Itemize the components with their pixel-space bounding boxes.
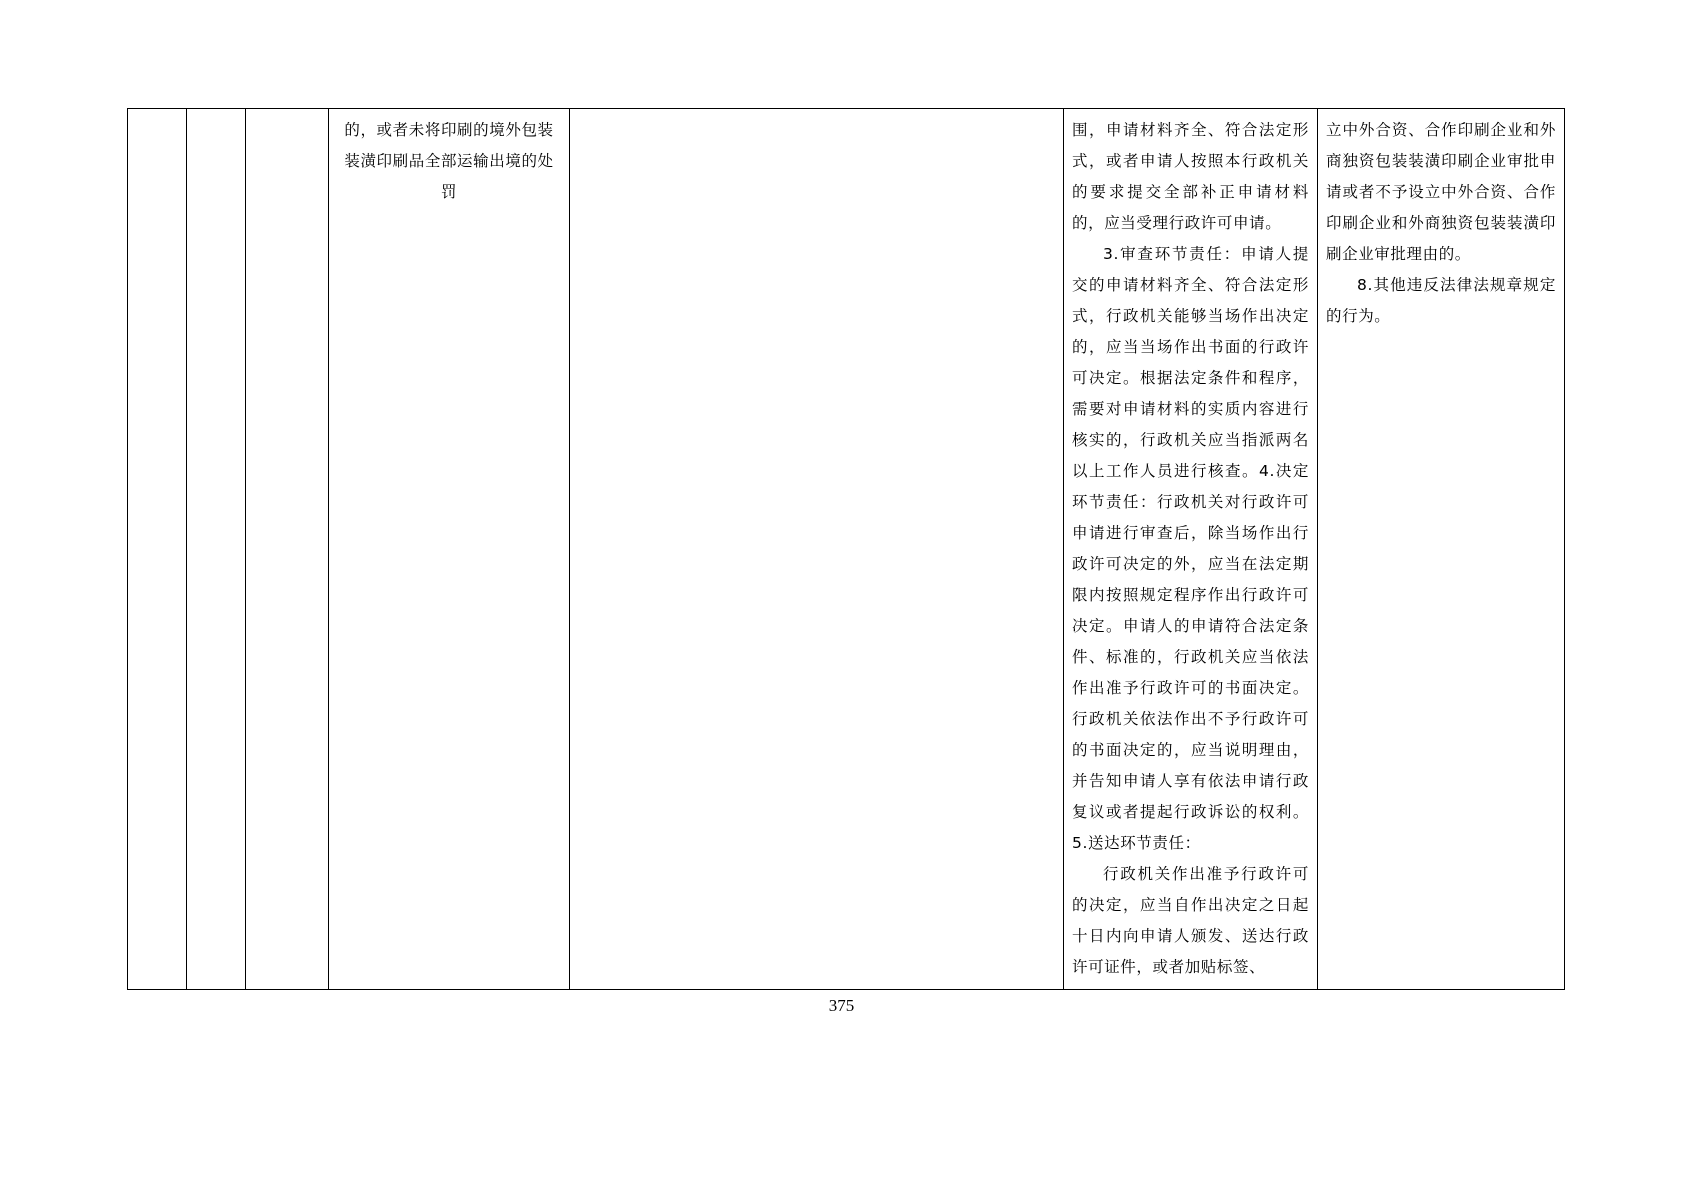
page-number: 375 bbox=[828, 996, 855, 1015]
accountability-paragraph-1: 立中外合资、合作印刷企业和外商独资包装装潢印刷企业审批申请或者不予设立中外合资、合作印刷企业和外商独资包装装潢印刷企业审批理由的。 bbox=[1326, 121, 1556, 263]
cell-penalty-item bbox=[329, 109, 570, 990]
cell-accountability-content bbox=[1318, 109, 1564, 338]
cell-responsibility-content bbox=[1064, 109, 1317, 989]
cell-accountability bbox=[1318, 109, 1565, 990]
accountability-paragraph-2: 8.其他违反法律法规章规定的行为。 bbox=[1326, 276, 1556, 325]
cell-legal-basis bbox=[570, 109, 1064, 990]
cell-column-b-content bbox=[187, 109, 245, 121]
cell-column-c bbox=[246, 109, 329, 990]
cell-column-a-content bbox=[128, 109, 186, 121]
regulation-table bbox=[127, 108, 1565, 990]
responsibility-paragraph-1: 围，申请材料齐全、符合法定形式，或者申请人按照本行政机关的要求提交全部补正申请材料的，应当受理行政许可申请。 bbox=[1072, 121, 1309, 232]
cell-column-a bbox=[128, 109, 187, 990]
cell-penalty-item-content bbox=[329, 109, 569, 214]
penalty-item-text: 的，或者未将印刷的境外包装装潢印刷品全部运输出境的处罚 bbox=[344, 121, 554, 201]
responsibility-paragraph-2: 3.审查环节责任：申请人提交的申请材料齐全、符合法定形式，行政机关能够当场作出决定的，应当当场作出书面的行政许可决定。根据法定条件和程序，需要对申请材料的实质内容进行核实的，行政机关应当指派两名以上工作人员进行核查。4.决定环节责任：行政机关对行政许可申请进行审查后，除当场作出行政许可决定的外，应当在法定期限内按照规定程序作出行政许可决定。申请人的申请符合法定条件、标准的，行政机关应当依法作出准予行政许可的书面决定。行政机关依法作出不予行政许可的书面决定的，应当说明理由，并告知申请人享有依法申请行政复议或者提起行政诉讼的权利。5.送达环节责任： bbox=[1072, 245, 1309, 852]
table-row bbox=[128, 109, 1565, 990]
cell-column-c-content bbox=[246, 109, 328, 121]
cell-column-b bbox=[187, 109, 246, 990]
cell-legal-basis-content bbox=[570, 109, 1063, 969]
responsibility-paragraph-3: 行政机关作出准予行政许可的决定，应当自作出决定之日起十日内向申请人颁发、送达行政许可证件，或者加贴标签、 bbox=[1072, 865, 1309, 976]
cell-responsibility bbox=[1064, 109, 1318, 990]
